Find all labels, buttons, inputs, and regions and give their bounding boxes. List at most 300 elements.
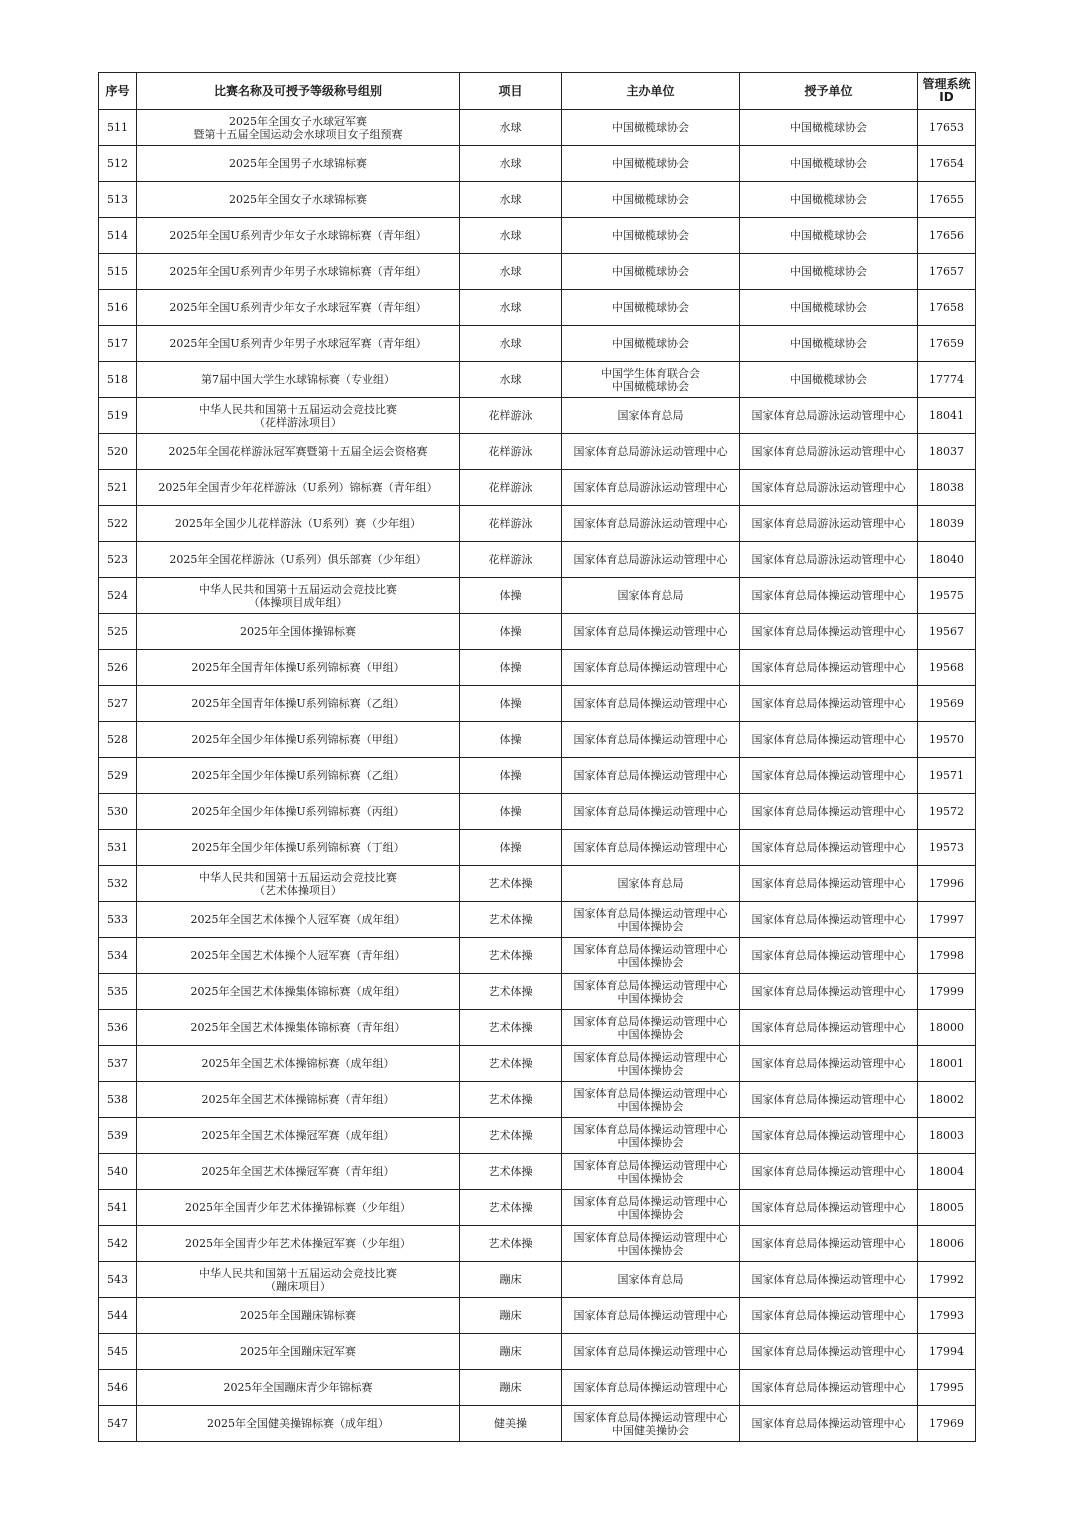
cell-host	[562, 1046, 740, 1082]
cell-host-line: 中国橄榄球协会	[612, 157, 689, 170]
cell-host-line: 中国体操协会	[617, 1063, 684, 1077]
cell-sysid: 19572	[918, 794, 976, 830]
cell-name-line: 2025年全国少儿花样游泳（U系列）赛（少年组）	[174, 517, 422, 530]
cell-name-line: 2025年全国青少年艺术体操锦标赛（少年组）	[185, 1201, 411, 1214]
cell-name-line: 2025年全国艺术体操锦标赛（青年组）	[201, 1093, 395, 1106]
cell-sysid: 18002	[918, 1082, 976, 1118]
cell-name-line: 2025年全国艺术体操冠军赛（青年组）	[201, 1165, 395, 1178]
cell-host-line: 国家体育总局体操运动管理中心	[573, 1158, 728, 1172]
cell-seq: 511	[99, 110, 137, 146]
cell-host	[562, 902, 740, 938]
cell-name-line: （花样游泳项目）	[254, 415, 342, 429]
cell-event: 体操	[460, 722, 562, 758]
cell-sysid: 18003	[918, 1118, 976, 1154]
cell-host	[562, 1370, 740, 1406]
cell-name-line: 2025年全国花样游泳（U系列）俱乐部赛（少年组）	[169, 553, 427, 566]
cell-event: 体操	[460, 830, 562, 866]
cell-name-line: 中华人民共和国第十五届运动会竞技比赛	[199, 402, 397, 416]
cell-host	[562, 938, 740, 974]
cell-host	[562, 254, 740, 290]
cell-host	[562, 110, 740, 146]
table-row	[99, 254, 976, 290]
cell-seq: 544	[99, 1298, 137, 1334]
cell-seq: 540	[99, 1154, 137, 1190]
cell-grantor: 中国橄榄球协会	[740, 182, 918, 218]
cell-grantor: 国家体育总局体操运动管理中心	[740, 1334, 918, 1370]
cell-host	[562, 1406, 740, 1442]
table-row	[99, 1046, 976, 1082]
cell-grantor: 国家体育总局体操运动管理中心	[740, 614, 918, 650]
cell-host	[562, 506, 740, 542]
cell-host-line: 中国橄榄球协会	[612, 121, 689, 134]
cell-event: 水球	[460, 254, 562, 290]
cell-grantor: 中国橄榄球协会	[740, 218, 918, 254]
cell-event: 艺术体操	[460, 1154, 562, 1190]
cell-seq: 517	[99, 326, 137, 362]
cell-host-line: 国家体育总局游泳运动管理中心	[573, 445, 728, 458]
cell-event: 艺术体操	[460, 974, 562, 1010]
cell-host-line: 中国橄榄球协会	[612, 229, 689, 242]
cell-host	[562, 182, 740, 218]
cell-host-line: 中国橄榄球协会	[612, 193, 689, 206]
cell-host-line: 国家体育总局体操运动管理中心	[573, 697, 728, 710]
cell-host	[562, 1154, 740, 1190]
cell-name-line: 2025年全国青年体操U系列锦标赛（甲组）	[191, 661, 405, 674]
cell-seq: 512	[99, 146, 137, 182]
cell-name	[137, 326, 460, 362]
header-seq: 序号	[99, 73, 137, 110]
cell-name	[137, 506, 460, 542]
cell-sysid: 18037	[918, 434, 976, 470]
cell-event: 蹦床	[460, 1334, 562, 1370]
cell-grantor: 国家体育总局体操运动管理中心	[740, 1298, 918, 1334]
table-row	[99, 866, 976, 902]
cell-name-line: 第7届中国大学生水球锦标赛（专业组）	[201, 373, 395, 386]
cell-sysid: 17999	[918, 974, 976, 1010]
cell-seq: 542	[99, 1226, 137, 1262]
cell-seq: 543	[99, 1262, 137, 1298]
cell-name	[137, 1154, 460, 1190]
cell-sysid: 19569	[918, 686, 976, 722]
cell-name-line: 2025年全国少年体操U系列锦标赛（丙组）	[191, 805, 405, 818]
cell-sysid: 17992	[918, 1262, 976, 1298]
table-row	[99, 218, 976, 254]
cell-name-line: 2025年全国艺术体操集体锦标赛（成年组）	[190, 985, 406, 998]
cell-event: 艺术体操	[460, 1010, 562, 1046]
cell-host	[562, 1262, 740, 1298]
cell-grantor: 国家体育总局体操运动管理中心	[740, 938, 918, 974]
cell-event: 水球	[460, 146, 562, 182]
cell-host-line: 国家体育总局体操运动管理中心	[573, 1122, 728, 1136]
cell-grantor: 中国橄榄球协会	[740, 110, 918, 146]
table-row	[99, 1226, 976, 1262]
cell-name	[137, 254, 460, 290]
cell-seq: 539	[99, 1118, 137, 1154]
cell-seq: 547	[99, 1406, 137, 1442]
cell-grantor: 国家体育总局体操运动管理中心	[740, 1154, 918, 1190]
cell-event: 水球	[460, 326, 562, 362]
cell-name	[137, 362, 460, 398]
cell-grantor: 国家体育总局体操运动管理中心	[740, 1190, 918, 1226]
cell-sysid: 17969	[918, 1406, 976, 1442]
cell-name-line: 2025年全国青年体操U系列锦标赛（乙组）	[191, 697, 405, 710]
cell-seq: 523	[99, 542, 137, 578]
cell-grantor: 中国橄榄球协会	[740, 290, 918, 326]
cell-host	[562, 1118, 740, 1154]
cell-name-line: 2025年全国艺术体操集体锦标赛（青年组）	[190, 1021, 406, 1034]
cell-event: 艺术体操	[460, 938, 562, 974]
cell-event: 体操	[460, 650, 562, 686]
cell-name	[137, 1082, 460, 1118]
cell-event: 蹦床	[460, 1262, 562, 1298]
table-row	[99, 1190, 976, 1226]
cell-event: 体操	[460, 758, 562, 794]
cell-event: 水球	[460, 218, 562, 254]
cell-seq: 520	[99, 434, 137, 470]
cell-event: 体操	[460, 578, 562, 614]
cell-name-line: 2025年全国艺术体操个人冠军赛（成年组）	[190, 913, 406, 926]
cell-name	[137, 218, 460, 254]
table-row	[99, 146, 976, 182]
cell-host-line: 国家体育总局	[617, 409, 684, 422]
table-row	[99, 974, 976, 1010]
cell-name-line: 中华人民共和国第十五届运动会竞技比赛	[199, 1266, 397, 1280]
cell-host	[562, 794, 740, 830]
cell-host	[562, 434, 740, 470]
cell-host	[562, 218, 740, 254]
cell-sysid: 17993	[918, 1298, 976, 1334]
cell-host	[562, 1190, 740, 1226]
cell-grantor: 国家体育总局体操运动管理中心	[740, 1370, 918, 1406]
table-row	[99, 758, 976, 794]
cell-sysid: 18004	[918, 1154, 976, 1190]
cell-host	[562, 830, 740, 866]
cell-host	[562, 362, 740, 398]
cell-grantor: 国家体育总局体操运动管理中心	[740, 902, 918, 938]
cell-name	[137, 1046, 460, 1082]
cell-host	[562, 578, 740, 614]
cell-seq: 514	[99, 218, 137, 254]
cell-name-line: 2025年全国艺术体操锦标赛（成年组）	[201, 1057, 395, 1070]
cell-name-line: 2025年全国蹦床锦标赛	[240, 1309, 356, 1322]
cell-event: 蹦床	[460, 1298, 562, 1334]
cell-grantor: 国家体育总局体操运动管理中心	[740, 866, 918, 902]
cell-name	[137, 650, 460, 686]
cell-host	[562, 146, 740, 182]
cell-sysid: 18006	[918, 1226, 976, 1262]
cell-name	[137, 1190, 460, 1226]
cell-seq: 541	[99, 1190, 137, 1226]
cell-host-line: 中国体操协会	[617, 991, 684, 1005]
cell-event: 体操	[460, 614, 562, 650]
cell-grantor: 国家体育总局游泳运动管理中心	[740, 470, 918, 506]
cell-name	[137, 434, 460, 470]
cell-host-line: 国家体育总局体操运动管理中心	[573, 1086, 728, 1100]
cell-sysid: 18005	[918, 1190, 976, 1226]
cell-name	[137, 794, 460, 830]
cell-host	[562, 614, 740, 650]
cell-host-line: 中国体操协会	[617, 1027, 684, 1041]
cell-host-line: 中国体操协会	[617, 955, 684, 969]
cell-grantor: 国家体育总局游泳运动管理中心	[740, 398, 918, 434]
cell-host-line: 中国体操协会	[617, 1135, 684, 1149]
cell-seq: 518	[99, 362, 137, 398]
cell-event: 艺术体操	[460, 1082, 562, 1118]
cell-host-line: 中国橄榄球协会	[612, 301, 689, 314]
cell-event: 水球	[460, 362, 562, 398]
cell-sysid: 17653	[918, 110, 976, 146]
cell-host-line: 国家体育总局体操运动管理中心	[573, 733, 728, 746]
cell-seq: 525	[99, 614, 137, 650]
cell-host-line: 中国橄榄球协会	[612, 379, 689, 393]
cell-name	[137, 830, 460, 866]
cell-host	[562, 290, 740, 326]
cell-host	[562, 758, 740, 794]
cell-event: 花样游泳	[460, 542, 562, 578]
cell-name-line: 2025年全国女子水球锦标赛	[229, 193, 367, 206]
cell-sysid: 17655	[918, 182, 976, 218]
table-row	[99, 434, 976, 470]
cell-event: 健美操	[460, 1406, 562, 1442]
cell-grantor: 中国橄榄球协会	[740, 146, 918, 182]
header-host: 主办单位	[562, 73, 740, 110]
cell-name	[137, 974, 460, 1010]
cell-name	[137, 1226, 460, 1262]
cell-name-line: 2025年全国男子水球锦标赛	[229, 157, 367, 170]
cell-grantor: 国家体育总局体操运动管理中心	[740, 1046, 918, 1082]
table-row	[99, 470, 976, 506]
cell-host-line: 国家体育总局体操运动管理中心	[573, 805, 728, 818]
cell-name-line: （体操项目成年组）	[248, 595, 348, 609]
cell-name	[137, 1406, 460, 1442]
table-row	[99, 578, 976, 614]
cell-host-line: 国家体育总局游泳运动管理中心	[573, 553, 728, 566]
cell-sysid: 17997	[918, 902, 976, 938]
table-row	[99, 182, 976, 218]
cell-host-line: 中国健美操协会	[612, 1423, 689, 1437]
cell-event: 体操	[460, 686, 562, 722]
cell-host	[562, 326, 740, 362]
cell-host-line: 国家体育总局游泳运动管理中心	[573, 517, 728, 530]
table-row	[99, 398, 976, 434]
cell-grantor: 国家体育总局体操运动管理中心	[740, 830, 918, 866]
cell-grantor: 国家体育总局体操运动管理中心	[740, 758, 918, 794]
cell-name	[137, 722, 460, 758]
cell-name-line: 2025年全国U系列青少年女子水球锦标赛（青年组）	[169, 229, 427, 242]
cell-event: 花样游泳	[460, 434, 562, 470]
cell-host-line: 国家体育总局体操运动管理中心	[573, 1309, 728, 1322]
cell-host-line: 国家体育总局体操运动管理中心	[573, 1014, 728, 1028]
cell-name	[137, 1334, 460, 1370]
cell-seq: 532	[99, 866, 137, 902]
cell-name	[137, 290, 460, 326]
cell-grantor: 国家体育总局体操运动管理中心	[740, 1118, 918, 1154]
cell-event: 艺术体操	[460, 866, 562, 902]
table-row	[99, 1406, 976, 1442]
cell-grantor: 国家体育总局体操运动管理中心	[740, 686, 918, 722]
cell-name-line: 2025年全国健美操锦标赛（成年组）	[207, 1417, 389, 1430]
cell-host-line: 国家体育总局游泳运动管理中心	[573, 481, 728, 494]
cell-name-line: （蹦床项目）	[265, 1279, 331, 1293]
cell-seq: 546	[99, 1370, 137, 1406]
cell-host	[562, 1226, 740, 1262]
table-row	[99, 1334, 976, 1370]
table-row	[99, 362, 976, 398]
cell-name-line: 中华人民共和国第十五届运动会竞技比赛	[199, 870, 397, 884]
table-row	[99, 1370, 976, 1406]
cell-grantor: 国家体育总局体操运动管理中心	[740, 974, 918, 1010]
cell-seq: 527	[99, 686, 137, 722]
cell-seq: 521	[99, 470, 137, 506]
cell-sysid: 17995	[918, 1370, 976, 1406]
table-row	[99, 290, 976, 326]
cell-host-line: 国家体育总局体操运动管理中心	[573, 1050, 728, 1064]
cell-seq: 516	[99, 290, 137, 326]
cell-name-line: 2025年全国U系列青少年女子水球冠军赛（青年组）	[169, 301, 427, 314]
cell-name	[137, 146, 460, 182]
table-row	[99, 1118, 976, 1154]
cell-host-line: 国家体育总局体操运动管理中心	[573, 1230, 728, 1244]
cell-host	[562, 1010, 740, 1046]
cell-seq: 529	[99, 758, 137, 794]
cell-grantor: 国家体育总局体操运动管理中心	[740, 1262, 918, 1298]
competition-table	[98, 72, 976, 1442]
table-row	[99, 542, 976, 578]
table-row	[99, 830, 976, 866]
cell-sysid: 17774	[918, 362, 976, 398]
cell-host-line: 国家体育总局体操运动管理中心	[573, 841, 728, 854]
cell-sysid: 17654	[918, 146, 976, 182]
cell-sysid: 18000	[918, 1010, 976, 1046]
cell-grantor: 国家体育总局游泳运动管理中心	[740, 542, 918, 578]
table-row	[99, 614, 976, 650]
cell-host	[562, 722, 740, 758]
cell-host-line: 中国体操协会	[617, 1171, 684, 1185]
table-row	[99, 1010, 976, 1046]
cell-sysid: 17658	[918, 290, 976, 326]
cell-host	[562, 686, 740, 722]
cell-sysid: 18001	[918, 1046, 976, 1082]
cell-seq: 528	[99, 722, 137, 758]
cell-event: 水球	[460, 110, 562, 146]
cell-seq: 531	[99, 830, 137, 866]
cell-grantor: 国家体育总局体操运动管理中心	[740, 1406, 918, 1442]
table-row	[99, 1298, 976, 1334]
cell-sysid: 19571	[918, 758, 976, 794]
cell-host-line: 国家体育总局体操运动管理中心	[573, 769, 728, 782]
table-row	[99, 686, 976, 722]
cell-host	[562, 1334, 740, 1370]
table-row	[99, 1082, 976, 1118]
cell-sysid: 17659	[918, 326, 976, 362]
cell-sysid: 18041	[918, 398, 976, 434]
cell-name	[137, 542, 460, 578]
cell-host-line: 国家体育总局	[617, 877, 684, 890]
cell-event: 水球	[460, 182, 562, 218]
cell-host-line: 国家体育总局体操运动管理中心	[573, 978, 728, 992]
cell-name	[137, 758, 460, 794]
cell-grantor: 国家体育总局体操运动管理中心	[740, 650, 918, 686]
cell-sysid: 17656	[918, 218, 976, 254]
table-row	[99, 902, 976, 938]
cell-sysid: 17994	[918, 1334, 976, 1370]
cell-host	[562, 650, 740, 686]
header-name: 比赛名称及可授予等级称号组别	[137, 73, 460, 110]
cell-event: 艺术体操	[460, 1046, 562, 1082]
cell-name	[137, 1010, 460, 1046]
cell-name	[137, 182, 460, 218]
cell-host-line: 国家体育总局体操运动管理中心	[573, 1381, 728, 1394]
cell-host	[562, 470, 740, 506]
cell-grantor: 国家体育总局体操运动管理中心	[740, 794, 918, 830]
cell-grantor: 国家体育总局游泳运动管理中心	[740, 506, 918, 542]
cell-sysid: 19573	[918, 830, 976, 866]
cell-host	[562, 1082, 740, 1118]
cell-host-line: 国家体育总局体操运动管理中心	[573, 942, 728, 956]
cell-sysid: 19567	[918, 614, 976, 650]
cell-name	[137, 398, 460, 434]
cell-name	[137, 866, 460, 902]
cell-seq: 526	[99, 650, 137, 686]
cell-grantor: 国家体育总局体操运动管理中心	[740, 578, 918, 614]
table-row	[99, 326, 976, 362]
cell-sysid: 19575	[918, 578, 976, 614]
cell-grantor: 国家体育总局体操运动管理中心	[740, 1010, 918, 1046]
table-row	[99, 1154, 976, 1190]
cell-name	[137, 110, 460, 146]
cell-seq: 537	[99, 1046, 137, 1082]
cell-name	[137, 470, 460, 506]
cell-name-line: 暨第十五届全国运动会水球项目女子组预赛	[193, 127, 403, 141]
cell-host-line: 中国橄榄球协会	[612, 265, 689, 278]
cell-seq: 533	[99, 902, 137, 938]
table-row	[99, 110, 976, 146]
cell-sysid: 18040	[918, 542, 976, 578]
cell-host-line: 国家体育总局体操运动管理中心	[573, 906, 728, 920]
cell-event: 艺术体操	[460, 1226, 562, 1262]
cell-event: 艺术体操	[460, 1190, 562, 1226]
header-event: 项目	[460, 73, 562, 110]
cell-name-line: 2025年全国蹦床青少年锦标赛	[223, 1381, 373, 1394]
cell-seq: 524	[99, 578, 137, 614]
cell-name-line: 2025年全国U系列青少年男子水球冠军赛（青年组）	[169, 337, 427, 350]
cell-host-line: 中国体操协会	[617, 919, 684, 933]
table-header-row	[99, 73, 976, 110]
cell-name-line: （艺术体操项目）	[254, 883, 342, 897]
cell-name-line: 2025年全国U系列青少年男子水球锦标赛（青年组）	[169, 265, 427, 278]
cell-name-line: 2025年全国体操锦标赛	[240, 625, 356, 638]
cell-name-line: 2025年全国少年体操U系列锦标赛（甲组）	[191, 733, 405, 746]
cell-grantor: 中国橄榄球协会	[740, 362, 918, 398]
cell-host	[562, 974, 740, 1010]
cell-name-line: 2025年全国艺术体操冠军赛（成年组）	[201, 1129, 395, 1142]
cell-event: 水球	[460, 290, 562, 326]
cell-event: 花样游泳	[460, 506, 562, 542]
cell-host-line: 国家体育总局体操运动管理中心	[573, 661, 728, 674]
cell-host-line: 中国体操协会	[617, 1207, 684, 1221]
cell-event: 体操	[460, 794, 562, 830]
cell-sysid: 17657	[918, 254, 976, 290]
cell-host	[562, 1298, 740, 1334]
cell-host	[562, 398, 740, 434]
cell-seq: 545	[99, 1334, 137, 1370]
cell-sysid: 19570	[918, 722, 976, 758]
table-row	[99, 650, 976, 686]
cell-host-line: 中国学生体育联合会	[601, 366, 700, 380]
cell-grantor: 国家体育总局体操运动管理中心	[740, 722, 918, 758]
header-sysid: 管理系统ID	[918, 73, 976, 110]
table-row	[99, 506, 976, 542]
